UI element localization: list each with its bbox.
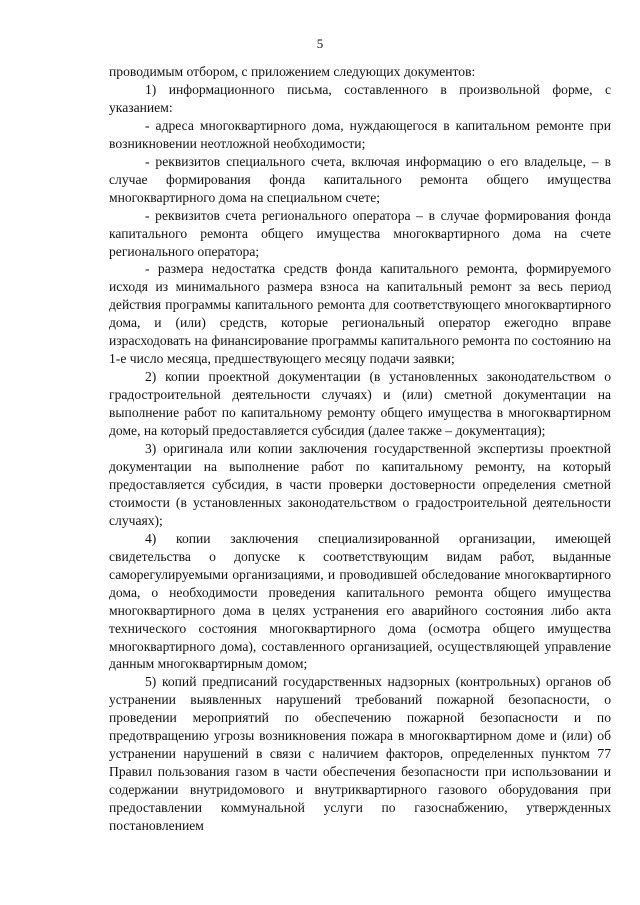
paragraph-item-4: 4) копии заключения специализированной организации, имеющей свидетельства о допуске к соответствующим видам работ, выданные саморегулируемыми организациями, и проводившей обследование многоквартирного дома, о необходимости проведения капитального ремонта общего имущества многоквартирного дома в целях устранения его аварийного состояния либо акта технического состояния многоквартирного дома (осмотра общего имущества многоквартирного дома), составленного организацией, осуществляющей управление данным многоквартирным домом;	[109, 530, 611, 672]
paragraph-continuation: проводимым отбором, с приложением следующих документов:	[109, 64, 476, 79]
paragraph-item-2: 2) копии проектной документации (в установленных законодательством о градостроительной деятельности случаях) и (или) сметной документации на выполнение работ по капитальному ремонту общего имущества в многоквартирном доме, на который предоставляется субсидия (далее также – документация);	[109, 369, 611, 439]
paragraph-item-1: 1) информационного письма, составленного в произвольной форме, с указанием:	[109, 81, 611, 115]
paragraph-item-3: 3) оригинала или копии заключения государственной экспертизы проектной документации на выполнение работ по капитальному ремонту, на который предоставляется субсидия, в части проверки достоверности определения сметной стоимости (в установленных законодательством о градостроительной деятельности случаях);	[109, 441, 611, 528]
paragraph-subitem-fund-shortage: - размера недостатка средств фонда капитального ремонта, формируемого исходя из минимального размера взноса на капитальный ремонт за весь период действия программы капитального ремонта для соответствующего многоквартирного дома, и (или) средств, которые региональный оператор ежегодно вправе израсходовать на финансирование программы капитального ремонта по состоянию на 1-е число месяца, предшествующего месяцу подачи заявки;	[109, 261, 611, 367]
document-body	[109, 63, 611, 835]
page-number: 5	[316, 36, 324, 51]
paragraph-item-5: 5) копий предписаний государственных надзорных (контрольных) органов об устранении выявленных нарушений требований пожарной безопасности, о проведении мероприятий по обеспечению пожарной безопасности и по предотвращению угрозы возникновения пожара в многоквартирном доме и (или) об устранении нарушений в связи с наличием факторов, определенных пунктом 77 Правил пользования газом в части обеспечения безопасности при использовании и содержании внутридомового и внутриквартирного газового оборудования при предоставлении коммунальной услуги по газоснабжению, утвержденных постановлением	[109, 674, 611, 834]
paragraph-subitem-special-account: - реквизитов специального счета, включая информацию о его владельце, – в случае формирования фонда капитального ремонта общего имущества многоквартирного дома на специальном счете;	[109, 153, 611, 205]
paragraph-subitem-address: - адреса многоквартирного дома, нуждающегося в капитальном ремонте при возникновении неотложной необходимости;	[109, 117, 611, 151]
paragraph-subitem-regional-operator-account: - реквизитов счета регионального оператора – в случае формирования фонда капитального ремонта общего имущества многоквартирного дома на счете регионального оператора;	[109, 207, 611, 259]
